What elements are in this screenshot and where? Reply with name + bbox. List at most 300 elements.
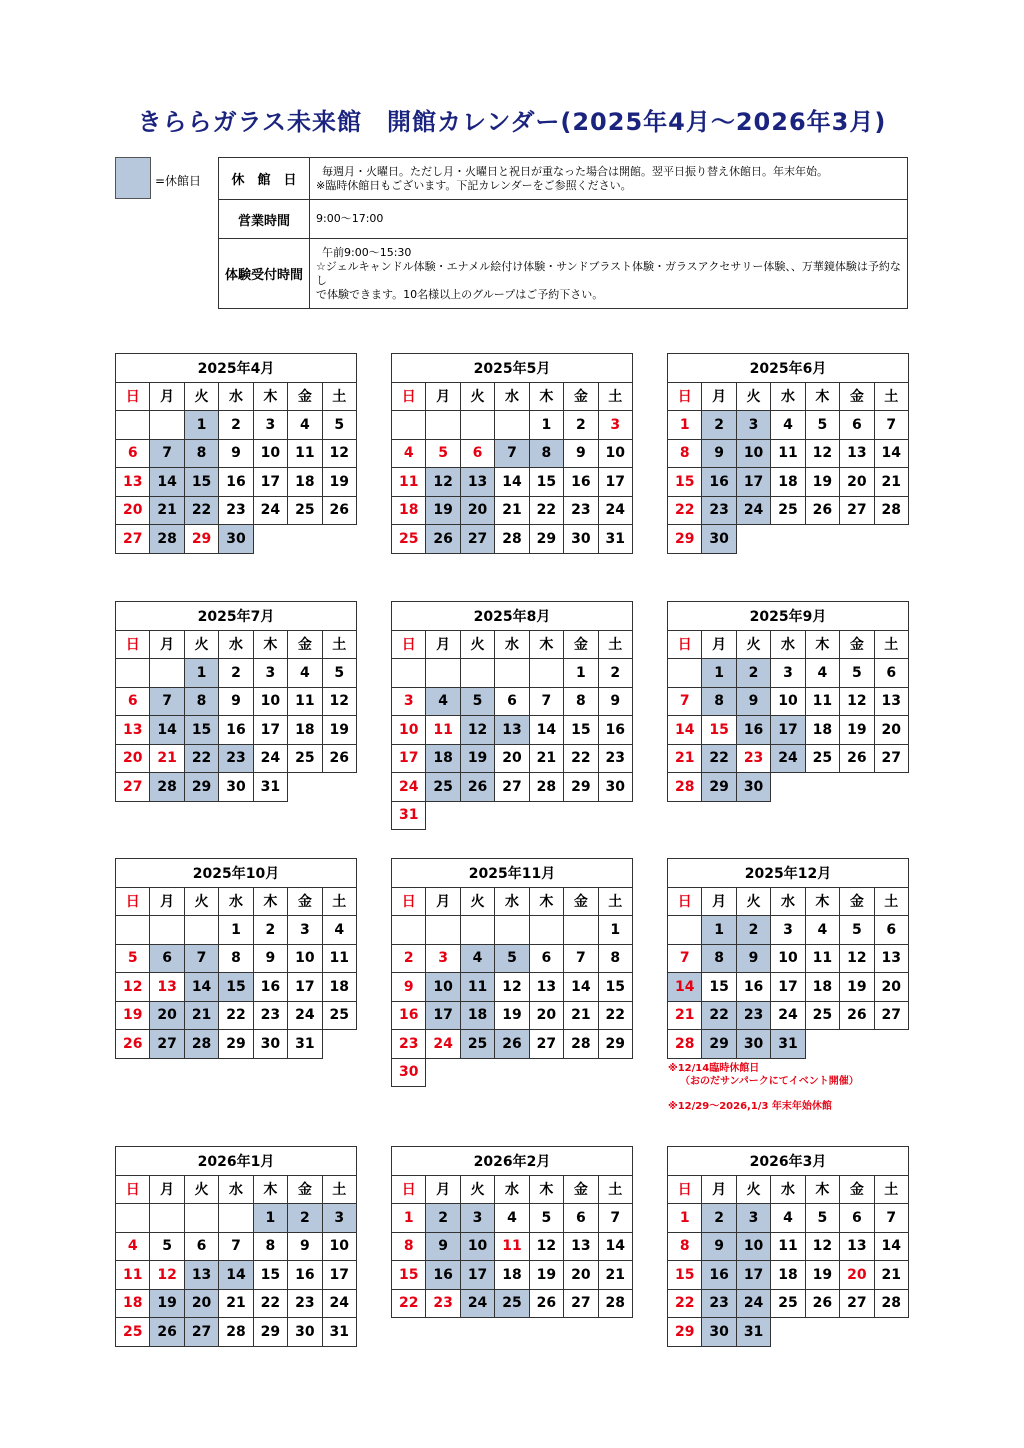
weekday-header: 火 (460, 1175, 494, 1204)
day-cell: 23 (702, 1289, 736, 1318)
day-cell: 24 (322, 1289, 356, 1318)
empty-cell (184, 1204, 218, 1233)
day-cell: 11 (288, 687, 322, 716)
day-cell: 27 (564, 1289, 598, 1318)
month-title: 2026年3月 (668, 1147, 909, 1176)
day-cell: 7 (874, 411, 908, 440)
day-cell: 29 (184, 525, 218, 554)
day-cell: 25 (288, 496, 322, 525)
month-title: 2025年10月 (116, 859, 357, 888)
day-cell: 16 (219, 716, 253, 745)
day-cell: 14 (668, 973, 702, 1002)
day-cell: 24 (288, 1001, 322, 1030)
empty-cell (460, 801, 494, 830)
day-cell: 31 (392, 801, 426, 830)
day-cell: 10 (771, 687, 805, 716)
month-title: 2025年7月 (116, 602, 357, 631)
day-cell: 9 (392, 973, 426, 1002)
day-cell: 16 (702, 468, 736, 497)
day-cell: 28 (564, 1030, 598, 1059)
day-cell: 2 (702, 1204, 736, 1233)
day-cell: 20 (116, 496, 150, 525)
day-cell: 12 (529, 1232, 563, 1261)
day-cell: 26 (322, 496, 356, 525)
day-cell: 26 (460, 773, 494, 802)
day-cell: 8 (253, 1232, 287, 1261)
day-cell: 5 (116, 944, 150, 973)
day-cell: 24 (771, 744, 805, 773)
info-line: ※臨時休館日もございます。下記カレンダーをご参照ください。 (316, 178, 632, 192)
weekday-header: 土 (874, 1175, 908, 1204)
day-cell: 7 (668, 687, 702, 716)
day-cell: 9 (426, 1232, 460, 1261)
day-cell: 16 (736, 716, 770, 745)
day-cell: 4 (805, 659, 839, 688)
day-cell: 23 (598, 744, 632, 773)
day-cell: 30 (702, 525, 736, 554)
day-cell: 31 (736, 1318, 770, 1347)
weekday-header: 日 (668, 1175, 702, 1204)
day-cell: 8 (529, 439, 563, 468)
day-cell: 8 (702, 687, 736, 716)
weekday-header: 土 (598, 887, 632, 916)
day-cell: 22 (668, 1289, 702, 1318)
day-cell: 25 (322, 1001, 356, 1030)
day-cell: 8 (564, 687, 598, 716)
day-cell: 6 (840, 411, 874, 440)
day-cell: 6 (460, 439, 494, 468)
day-cell: 22 (702, 1001, 736, 1030)
info-label: 休 館 日 (219, 158, 310, 200)
day-cell: 1 (529, 411, 563, 440)
month-calendar (667, 601, 909, 802)
day-cell: 14 (874, 1232, 908, 1261)
day-cell: 13 (874, 944, 908, 973)
day-cell: 25 (495, 1289, 529, 1318)
empty-cell (529, 1058, 563, 1087)
day-cell: 24 (736, 496, 770, 525)
weekday-header: 土 (874, 887, 908, 916)
day-cell: 27 (495, 773, 529, 802)
day-cell: 4 (392, 439, 426, 468)
day-cell: 13 (116, 468, 150, 497)
day-cell: 20 (184, 1289, 218, 1318)
day-cell: 30 (702, 1318, 736, 1347)
empty-cell (116, 659, 150, 688)
weekday-header: 水 (771, 382, 805, 411)
weekday-header: 火 (736, 1175, 770, 1204)
empty-cell (150, 1204, 184, 1233)
empty-cell (116, 411, 150, 440)
day-cell: 29 (184, 773, 218, 802)
day-cell: 8 (598, 944, 632, 973)
day-cell: 22 (392, 1289, 426, 1318)
weekday-header: 火 (736, 630, 770, 659)
day-cell: 15 (702, 973, 736, 1002)
day-cell: 18 (805, 973, 839, 1002)
day-cell: 19 (805, 468, 839, 497)
day-cell: 8 (668, 1232, 702, 1261)
day-cell: 15 (702, 716, 736, 745)
day-cell: 7 (598, 1204, 632, 1233)
day-cell: 1 (219, 916, 253, 945)
day-cell: 10 (460, 1232, 494, 1261)
month-calendar (391, 1146, 633, 1318)
month-title: 2025年12月 (668, 859, 909, 888)
day-cell: 2 (564, 411, 598, 440)
weekday-header: 水 (495, 1175, 529, 1204)
weekday-header: 木 (805, 630, 839, 659)
day-cell: 4 (116, 1232, 150, 1261)
weekday-header: 水 (219, 1175, 253, 1204)
day-cell: 7 (564, 944, 598, 973)
empty-cell (598, 801, 632, 830)
day-cell: 22 (219, 1001, 253, 1030)
day-cell: 30 (736, 773, 770, 802)
empty-cell (460, 411, 494, 440)
day-cell: 19 (150, 1289, 184, 1318)
info-table (218, 157, 908, 309)
day-cell: 22 (253, 1289, 287, 1318)
day-cell: 6 (116, 687, 150, 716)
weekday-header: 金 (288, 887, 322, 916)
day-cell: 6 (874, 659, 908, 688)
day-cell: 4 (771, 1204, 805, 1233)
day-cell: 10 (288, 944, 322, 973)
day-cell: 2 (253, 916, 287, 945)
empty-cell (495, 659, 529, 688)
empty-cell (495, 801, 529, 830)
day-cell: 9 (598, 687, 632, 716)
day-cell: 19 (840, 973, 874, 1002)
day-cell: 1 (392, 1204, 426, 1233)
weekday-header: 月 (702, 382, 736, 411)
day-cell: 3 (322, 1204, 356, 1233)
day-cell: 18 (495, 1261, 529, 1290)
month-title: 2025年5月 (392, 354, 633, 383)
day-cell: 20 (116, 744, 150, 773)
weekday-header: 木 (529, 382, 563, 411)
day-cell: 3 (736, 411, 770, 440)
info-row-closed-days (219, 158, 908, 200)
weekday-header: 金 (840, 382, 874, 411)
day-cell: 24 (426, 1030, 460, 1059)
empty-cell (840, 1318, 874, 1347)
day-cell: 14 (150, 716, 184, 745)
info-value (310, 200, 908, 239)
day-cell: 3 (771, 916, 805, 945)
weekday-header: 月 (426, 382, 460, 411)
month-title: 2025年8月 (392, 602, 633, 631)
day-cell: 24 (392, 773, 426, 802)
day-cell: 21 (495, 496, 529, 525)
day-cell: 18 (426, 744, 460, 773)
weekday-header: 水 (771, 1175, 805, 1204)
weekday-header: 金 (288, 630, 322, 659)
day-cell: 29 (564, 773, 598, 802)
weekday-header: 水 (495, 382, 529, 411)
day-cell: 1 (253, 1204, 287, 1233)
day-cell: 25 (116, 1318, 150, 1347)
weekday-header: 火 (460, 382, 494, 411)
day-cell: 4 (426, 687, 460, 716)
day-cell: 2 (426, 1204, 460, 1233)
empty-cell (874, 525, 908, 554)
empty-cell (564, 1058, 598, 1087)
day-cell: 3 (598, 411, 632, 440)
day-cell: 5 (460, 687, 494, 716)
day-cell: 21 (874, 1261, 908, 1290)
empty-cell (116, 1204, 150, 1233)
weekday-header: 火 (184, 1175, 218, 1204)
day-cell: 2 (288, 1204, 322, 1233)
day-cell: 31 (253, 773, 287, 802)
day-cell: 5 (495, 944, 529, 973)
weekday-header: 日 (392, 1175, 426, 1204)
day-cell: 27 (184, 1318, 218, 1347)
day-cell: 11 (771, 1232, 805, 1261)
day-cell: 28 (874, 1289, 908, 1318)
month-calendar (115, 1146, 357, 1347)
day-cell: 10 (322, 1232, 356, 1261)
day-cell: 3 (460, 1204, 494, 1233)
weekday-header: 木 (805, 382, 839, 411)
weekday-header: 木 (253, 1175, 287, 1204)
day-cell: 19 (805, 1261, 839, 1290)
day-cell: 23 (426, 1289, 460, 1318)
day-cell: 21 (598, 1261, 632, 1290)
day-cell: 8 (668, 439, 702, 468)
day-cell: 19 (529, 1261, 563, 1290)
day-cell: 11 (460, 973, 494, 1002)
day-cell: 15 (253, 1261, 287, 1290)
empty-cell (736, 525, 770, 554)
weekday-header: 日 (668, 887, 702, 916)
page-title: きららガラス未来館 開館カレンダー(2025年4月～2026年3月) (137, 108, 887, 136)
empty-cell (564, 801, 598, 830)
day-cell: 15 (564, 716, 598, 745)
weekday-header: 火 (460, 887, 494, 916)
month-title: 2026年1月 (116, 1147, 357, 1176)
day-cell: 26 (426, 525, 460, 554)
weekday-header: 木 (253, 630, 287, 659)
empty-cell (150, 916, 184, 945)
weekday-header: 土 (598, 1175, 632, 1204)
day-cell: 1 (184, 411, 218, 440)
day-cell: 2 (736, 659, 770, 688)
weekday-header: 金 (564, 887, 598, 916)
month-title: 2025年9月 (668, 602, 909, 631)
legend-swatch (115, 157, 151, 199)
day-cell: 14 (529, 716, 563, 745)
day-cell: 12 (805, 1232, 839, 1261)
day-cell: 14 (564, 973, 598, 1002)
empty-cell (771, 1318, 805, 1347)
day-cell: 15 (598, 973, 632, 1002)
day-cell: 25 (805, 744, 839, 773)
calendar-notes (668, 1062, 859, 1113)
empty-cell (322, 1030, 356, 1059)
day-cell: 2 (219, 659, 253, 688)
month-calendar (391, 601, 633, 830)
weekday-header: 金 (288, 382, 322, 411)
weekday-header: 月 (426, 1175, 460, 1204)
weekday-header: 火 (736, 382, 770, 411)
weekday-header: 月 (702, 1175, 736, 1204)
day-cell: 27 (150, 1030, 184, 1059)
day-cell: 12 (116, 973, 150, 1002)
day-cell: 19 (116, 1001, 150, 1030)
note-line: ※12/29～2026,1/3 年末年始休館 (668, 1101, 832, 1112)
day-cell: 26 (529, 1289, 563, 1318)
day-cell: 10 (771, 944, 805, 973)
day-cell: 17 (426, 1001, 460, 1030)
day-cell: 3 (736, 1204, 770, 1233)
day-cell: 7 (219, 1232, 253, 1261)
day-cell: 18 (288, 468, 322, 497)
day-cell: 22 (184, 496, 218, 525)
empty-cell (874, 1318, 908, 1347)
day-cell: 17 (598, 468, 632, 497)
empty-cell (874, 1030, 908, 1059)
day-cell: 25 (460, 1030, 494, 1059)
month-title: 2025年4月 (116, 354, 357, 383)
day-cell: 1 (668, 411, 702, 440)
empty-cell (460, 659, 494, 688)
empty-cell (426, 916, 460, 945)
info-value (310, 158, 908, 200)
day-cell: 12 (840, 944, 874, 973)
empty-cell (392, 659, 426, 688)
day-cell: 26 (495, 1030, 529, 1059)
day-cell: 13 (150, 973, 184, 1002)
info-line: 午前9:00～15:30 (322, 245, 412, 259)
day-cell: 12 (426, 468, 460, 497)
day-cell: 7 (668, 944, 702, 973)
day-cell: 31 (288, 1030, 322, 1059)
day-cell: 11 (805, 687, 839, 716)
weekday-header: 木 (253, 382, 287, 411)
day-cell: 24 (598, 496, 632, 525)
day-cell: 23 (702, 496, 736, 525)
day-cell: 30 (219, 525, 253, 554)
day-cell: 3 (771, 659, 805, 688)
day-cell: 9 (253, 944, 287, 973)
day-cell: 30 (598, 773, 632, 802)
day-cell: 13 (874, 687, 908, 716)
day-cell: 26 (322, 744, 356, 773)
empty-cell (771, 525, 805, 554)
day-cell: 18 (460, 1001, 494, 1030)
day-cell: 28 (529, 773, 563, 802)
day-cell: 14 (598, 1232, 632, 1261)
day-cell: 8 (184, 687, 218, 716)
weekday-header: 木 (805, 887, 839, 916)
day-cell: 16 (288, 1261, 322, 1290)
weekday-header: 土 (322, 887, 356, 916)
weekday-header: 火 (736, 887, 770, 916)
day-cell: 27 (529, 1030, 563, 1059)
empty-cell (805, 1318, 839, 1347)
day-cell: 13 (840, 439, 874, 468)
day-cell: 13 (495, 716, 529, 745)
day-cell: 6 (150, 944, 184, 973)
day-cell: 2 (392, 944, 426, 973)
empty-cell (116, 916, 150, 945)
day-cell: 19 (840, 716, 874, 745)
weekday-header: 水 (219, 630, 253, 659)
weekday-header: 月 (702, 630, 736, 659)
day-cell: 17 (253, 716, 287, 745)
info-row-hours (219, 200, 908, 239)
day-cell: 29 (219, 1030, 253, 1059)
day-cell: 30 (288, 1318, 322, 1347)
day-cell: 29 (529, 525, 563, 554)
day-cell: 5 (322, 659, 356, 688)
day-cell: 16 (253, 973, 287, 1002)
info-row-experience-hours (219, 239, 908, 309)
day-cell: 6 (564, 1204, 598, 1233)
day-cell: 14 (219, 1261, 253, 1290)
day-cell: 15 (184, 716, 218, 745)
empty-cell (771, 773, 805, 802)
day-cell: 20 (495, 744, 529, 773)
weekday-header: 火 (184, 630, 218, 659)
day-cell: 10 (392, 716, 426, 745)
day-cell: 7 (874, 1204, 908, 1233)
day-cell: 14 (184, 973, 218, 1002)
day-cell: 26 (150, 1318, 184, 1347)
empty-cell (529, 916, 563, 945)
day-cell: 19 (495, 1001, 529, 1030)
weekday-header: 月 (702, 887, 736, 916)
day-cell: 21 (874, 468, 908, 497)
day-cell: 24 (460, 1289, 494, 1318)
day-cell: 26 (840, 1001, 874, 1030)
empty-cell (253, 525, 287, 554)
weekday-header: 水 (495, 630, 529, 659)
weekday-header: 水 (771, 887, 805, 916)
day-cell: 23 (253, 1001, 287, 1030)
day-cell: 10 (426, 973, 460, 1002)
day-cell: 4 (288, 411, 322, 440)
day-cell: 21 (150, 496, 184, 525)
empty-cell (426, 1058, 460, 1087)
day-cell: 20 (529, 1001, 563, 1030)
day-cell: 20 (564, 1261, 598, 1290)
empty-cell (598, 1058, 632, 1087)
day-cell: 27 (116, 773, 150, 802)
day-cell: 21 (184, 1001, 218, 1030)
day-cell: 26 (116, 1030, 150, 1059)
day-cell: 7 (150, 687, 184, 716)
day-cell: 3 (253, 659, 287, 688)
day-cell: 19 (322, 716, 356, 745)
day-cell: 18 (288, 716, 322, 745)
day-cell: 23 (564, 496, 598, 525)
empty-cell (805, 773, 839, 802)
month-calendar (115, 601, 357, 802)
day-cell: 27 (460, 525, 494, 554)
empty-cell (564, 916, 598, 945)
weekday-header: 日 (668, 382, 702, 411)
day-cell: 21 (564, 1001, 598, 1030)
day-cell: 1 (598, 916, 632, 945)
empty-cell (529, 659, 563, 688)
weekday-header: 土 (322, 1175, 356, 1204)
day-cell: 20 (874, 716, 908, 745)
day-cell: 18 (322, 973, 356, 1002)
